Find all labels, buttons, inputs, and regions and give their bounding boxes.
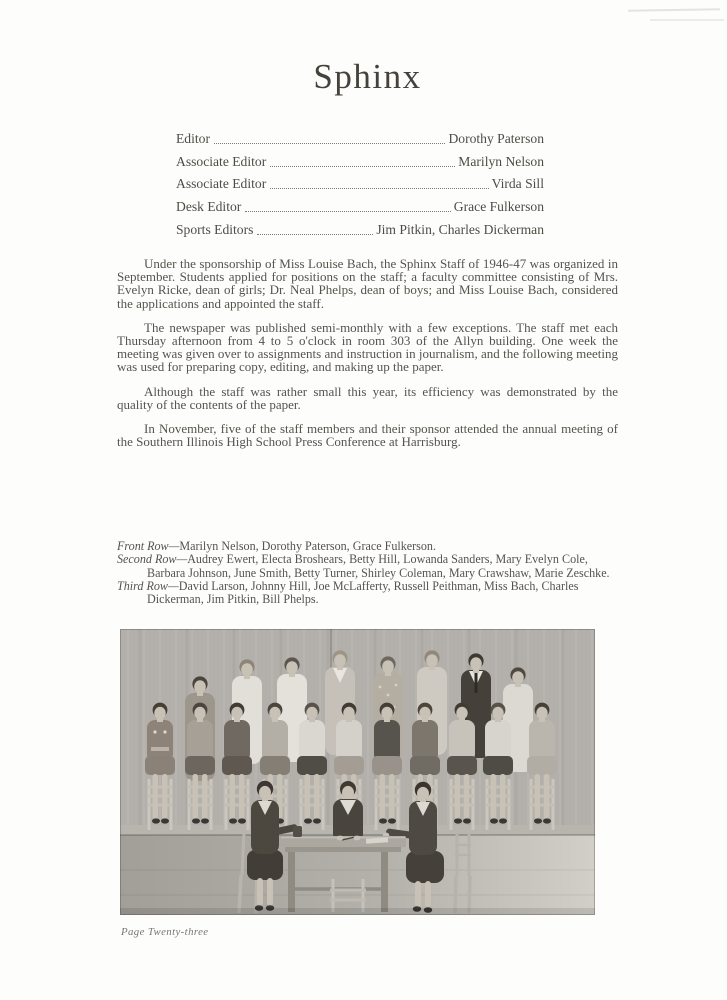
masthead-role: Sports Editors (176, 221, 254, 237)
dotted-leader (270, 188, 488, 189)
page-title: Sphinx (313, 57, 422, 96)
caption-row (117, 580, 623, 607)
staff-photo (120, 629, 595, 915)
masthead-name: Marilyn Nelson (458, 153, 544, 169)
masthead-row (176, 124, 544, 147)
paragraph: The newspaper was published semi-monthly with a few exceptions. The staff met each Thursday afternoon from 4 to 5 o'clock in room 303 of the Allyn building. One week the meeting was given over to assignments and instruction in journalism, and the following meeting was used for preparing copy, editing, and making up the paper. (117, 319, 618, 375)
masthead-row (176, 215, 544, 238)
paragraph: In November, five of the staff members and their sponsor attended the annual meeting of the Southern Illinois High School Press Conference at Harrisburg. (117, 421, 618, 450)
masthead-name: Dorothy Paterson (448, 130, 544, 146)
caption-row-names: Audrey Ewert, Electa Broshears, Betty Hill, Lowanda Sanders, Mary Evelyn Cole, Barbara Johnson, June Smith, Betty Turner, Shirley Coleman, Mary Crawshaw, Marie Zeschke. (147, 552, 610, 580)
caption-row-names: David Larson, Johnny Hill, Joe McLafferty, Russell Peithman, Miss Bach, Charles Dickerman, Jim Pitkin, Bill Phelps. (147, 578, 579, 607)
paragraph: Under the sponsorship of Miss Louise Bach, the Sphinx Staff of 1946-47 was organized in September. Students applied for positions on the staff; a faculty committee consisting of Mrs. Evelyn Ricke, dean of girls; Dr. Neal Phelps, dean of boys; and Miss Louise Bach, considered the applications and appointed the staff. (117, 256, 618, 311)
staff-masthead (176, 124, 544, 238)
dotted-leader (257, 234, 373, 235)
masthead-role: Editor (176, 130, 210, 146)
caption-row (117, 540, 623, 553)
masthead-role: Associate Editor (176, 176, 267, 192)
masthead-role: Desk Editor (176, 199, 242, 215)
masthead-row (176, 170, 544, 193)
caption-row (117, 553, 623, 580)
scan-artifact (628, 8, 720, 12)
caption-row-label: Front Row— (117, 539, 180, 553)
caption-row-names: Marilyn Nelson, Dorothy Paterson, Grace Fulkerson. (179, 539, 436, 553)
staff-photo-svg (120, 629, 595, 915)
masthead-name: Virda Sill (491, 176, 544, 192)
caption-row-label: Third Row— (117, 578, 179, 593)
dotted-leader (270, 166, 455, 167)
photo-caption-list (117, 540, 623, 606)
masthead-row (176, 147, 544, 170)
scan-artifact (650, 19, 724, 21)
masthead-role: Associate Editor (176, 153, 267, 169)
article-text (117, 257, 618, 459)
dotted-leader (214, 143, 445, 144)
dotted-leader (245, 211, 450, 212)
caption-row-label: Second Row— (117, 552, 188, 567)
page-number: Page Twenty-three (121, 926, 209, 938)
masthead-row (176, 192, 544, 215)
masthead-name: Jim Pitkin, Charles Dickerman (376, 221, 544, 237)
masthead-name: Grace Fulkerson (453, 199, 544, 215)
paragraph: Although the staff was rather small this year, its efficiency was demonstrated by the quality of the contents of the paper. (117, 383, 618, 412)
